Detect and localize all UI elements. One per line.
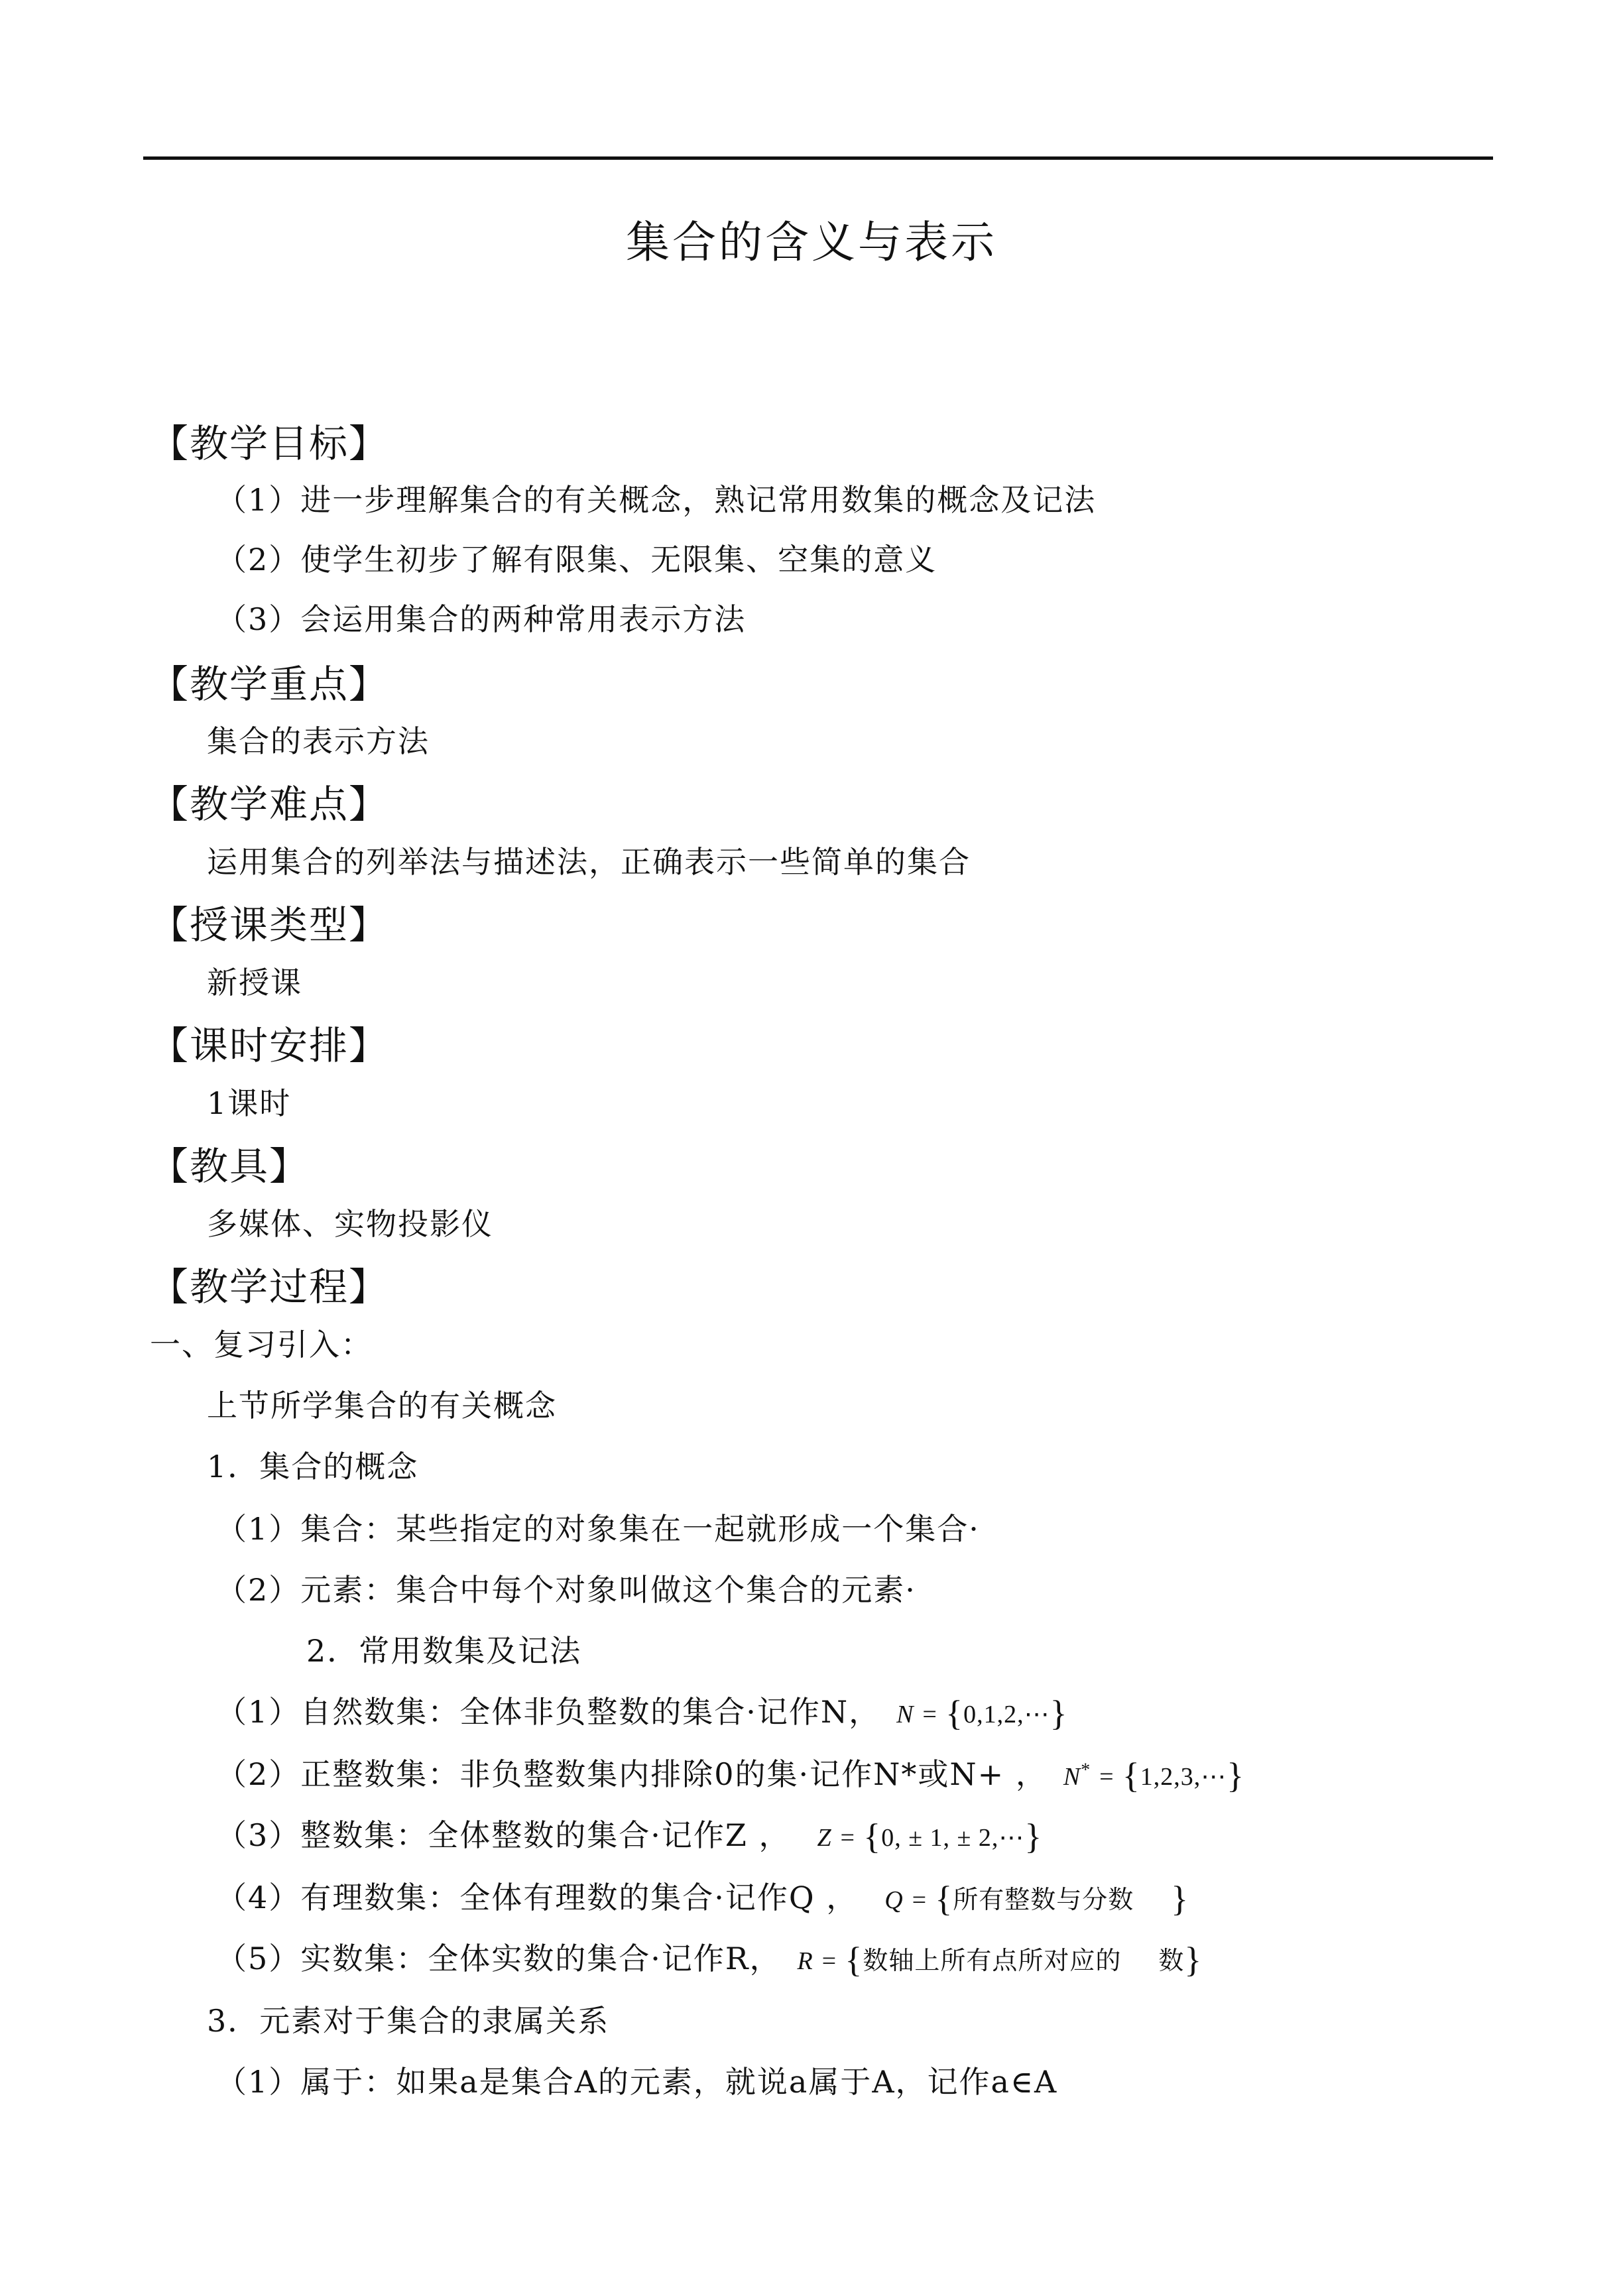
heading-lesson-type: 【授课类型】 — [150, 902, 389, 947]
heading-tools: 【教具】 — [150, 1144, 310, 1189]
heading-goals: 【教学目标】 — [150, 421, 389, 466]
numsets-title: 2．常用数集及记法 — [306, 1633, 582, 1669]
review-intro: 上节所学集合的有关概念 — [207, 1388, 557, 1423]
goal-item-3: （3）会运用集合的两种常用表示方法 — [216, 601, 747, 637]
numset-rational — [216, 1874, 1189, 1919]
numset-integer-formula: Z = {0, ± 1, ± 2,⋯} — [817, 1817, 1043, 1856]
numset-positive — [216, 1750, 1244, 1796]
numset-real-text: （5）实数集：全体实数的集合·记作R， — [216, 1941, 782, 1976]
numset-real — [216, 1935, 1202, 1980]
header-rule — [143, 156, 1493, 160]
numset-rational-text: （4）有理数集：全体有理数的集合·记作Q ， — [216, 1880, 859, 1915]
key-points-text: 集合的表示方法 — [207, 723, 430, 759]
membership-title: 3．元素对于集合的隶属关系 — [207, 2003, 610, 2039]
concept-item-1: （1）集合：某些指定的对象集在一起就形成一个集合· — [216, 1511, 980, 1547]
goal-item-1: （1）进一步理解集合的有关概念，熟记常用数集的概念及记法 — [216, 482, 1097, 518]
concept-item-2: （2）元素：集合中每个对象叫做这个集合的元素· — [216, 1572, 916, 1608]
numset-natural-formula: N = {0,1,2,⋯} — [896, 1693, 1068, 1733]
concept-title: 1．集合的概念 — [207, 1449, 419, 1484]
heading-schedule: 【课时安排】 — [150, 1023, 389, 1068]
heading-key-points: 【教学重点】 — [150, 662, 389, 707]
heading-difficulties: 【教学难点】 — [150, 782, 389, 827]
tools-text: 多媒体、实物投影仪 — [207, 1206, 493, 1242]
numset-integer-text: （3）整数集：全体整数的集合·记作Z ， — [216, 1817, 791, 1853]
heading-process: 【教学过程】 — [150, 1264, 389, 1309]
numset-positive-formula: N* = {1,2,3,⋯} — [1063, 1756, 1245, 1795]
membership-item-1: （1）属于：如果a是集合A的元素，就说a属于A，记作a∈A — [216, 2064, 1058, 2100]
numset-natural — [216, 1688, 1068, 1734]
goal-item-2: （2）使学生初步了解有限集、无限集、空集的意义 — [216, 542, 937, 577]
page-title: 集合的含义与表示 — [626, 217, 997, 268]
numset-rational-formula: Q = {所有整数与分数 } — [884, 1879, 1189, 1919]
numset-real-formula: R = {数轴上所有点所对应的 数} — [797, 1940, 1203, 1980]
schedule-text: 1课时 — [207, 1085, 292, 1121]
difficulties-text: 运用集合的列举法与描述法，正确表示一些简单的集合 — [207, 844, 971, 880]
review-title: 一、复习引入： — [150, 1327, 373, 1362]
numset-positive-text: （2）正整数集：非负整数集内排除0的集·记作N*或N+ ， — [216, 1756, 1048, 1792]
numset-integer — [216, 1811, 1042, 1857]
lesson-type-text: 新授课 — [207, 965, 302, 1000]
numset-natural-text: （1）自然数集：全体非负整数的集合·记作N， — [216, 1694, 881, 1730]
